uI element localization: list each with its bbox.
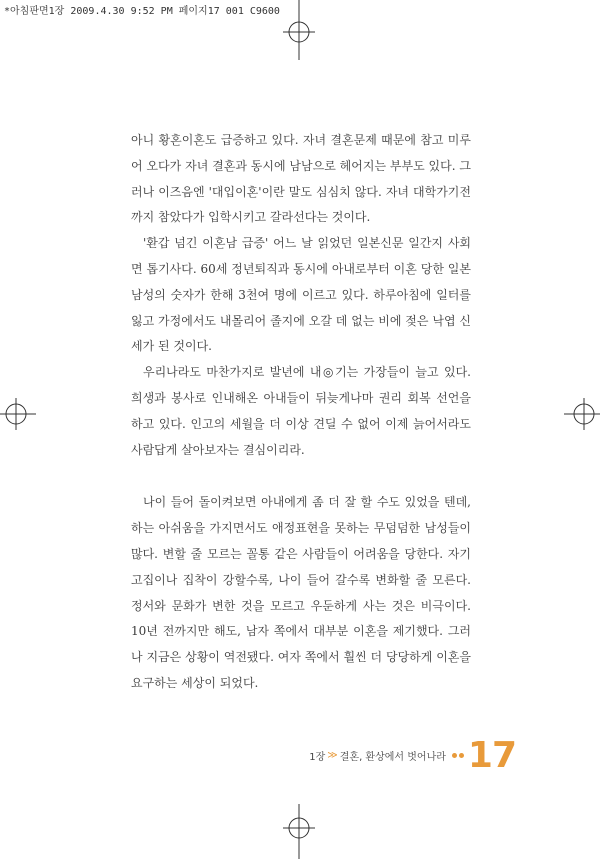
page-footer: [309, 735, 516, 775]
registration-mark-bottom: [283, 804, 315, 859]
paragraph-4: 나이 들어 돌이켜보면 아내에게 좀 더 잘 할 수도 있었을 텐데, 하는 아쉬움을 가지면서도 애정표현을 못하는 무덤덤한 남성들이 많다. 변할 줄 모르는 꼴통 같은 사람들이 어려움을 당한다. 자기 고집이나 집착이 강할수록, 나이 들어 갈수록 변화할 줄 모른다. 정서와 문화가 변한 것을 모르고 우둔하게 사는 것은 비극이다. 10년 전까지만 해도, 남자 쪽에서 대부분 이혼을 제기했다. 그러나 지금은 상황이 역전됐다. 여자 쪽에서 훨씬 더 당당하게 이혼을 요구하는 세상이 되었다.: [131, 495, 471, 690]
page-body: [131, 128, 471, 697]
registration-mark-top: [283, 0, 315, 60]
registration-mark-right: [564, 398, 600, 430]
page-number: 17: [467, 734, 516, 776]
paragraph-3: 우리나라도 마찬가지로 발년에 내◎기는 가장들이 늘고 있다. 희생과 봉사로 인내해온 아내들이 뒤늦게나마 권리 회복 선언을 하고 있다. 인고의 세월을 더 이상 견딜 수 없어 이제 늙어서라도 사람답게 살아보자는 결심이리라.: [131, 365, 471, 457]
paragraph-2: '환갑 넘긴 이혼남 급증' 어느 날 읽었던 일본신문 일간지 사회면 톱기사다. 60세 정년퇴직과 동시에 아내로부터 이혼 당한 일본남성의 숫자가 한해 3천여 명에 이르고 있다. 하루아침에 일터를 잃고 가정에서도 내몰리어 졸지에 오갈 데 없는 비에 젖은 낙엽 신세가 된 것이다.: [131, 236, 471, 354]
section-gap: [131, 463, 471, 490]
paragraph-1: 아니 황혼이혼도 급증하고 있다. 자녀 결혼문제 때문에 참고 미루어 오다가 자녀 결혼과 동시에 남남으로 헤어지는 부부도 있다. 그러나 이즈음엔 '대입이혼'이란 말도 심심치 않다. 자녀 대학가기전까지 참았다가 입학시키고 갈라선다는 것이다.: [131, 133, 471, 225]
footer-arrow: ≫: [327, 749, 338, 761]
print-slug: *아침판면1장 2009.4.30 9:52 PM 페이지17 001 C9600: [4, 6, 280, 17]
registration-mark-left: [0, 398, 36, 430]
footer-chapter: 1장: [309, 751, 326, 763]
footer-dots-icon: [452, 753, 464, 758]
footer-running-title: 결혼, 환상에서 벗어나라: [339, 751, 446, 763]
